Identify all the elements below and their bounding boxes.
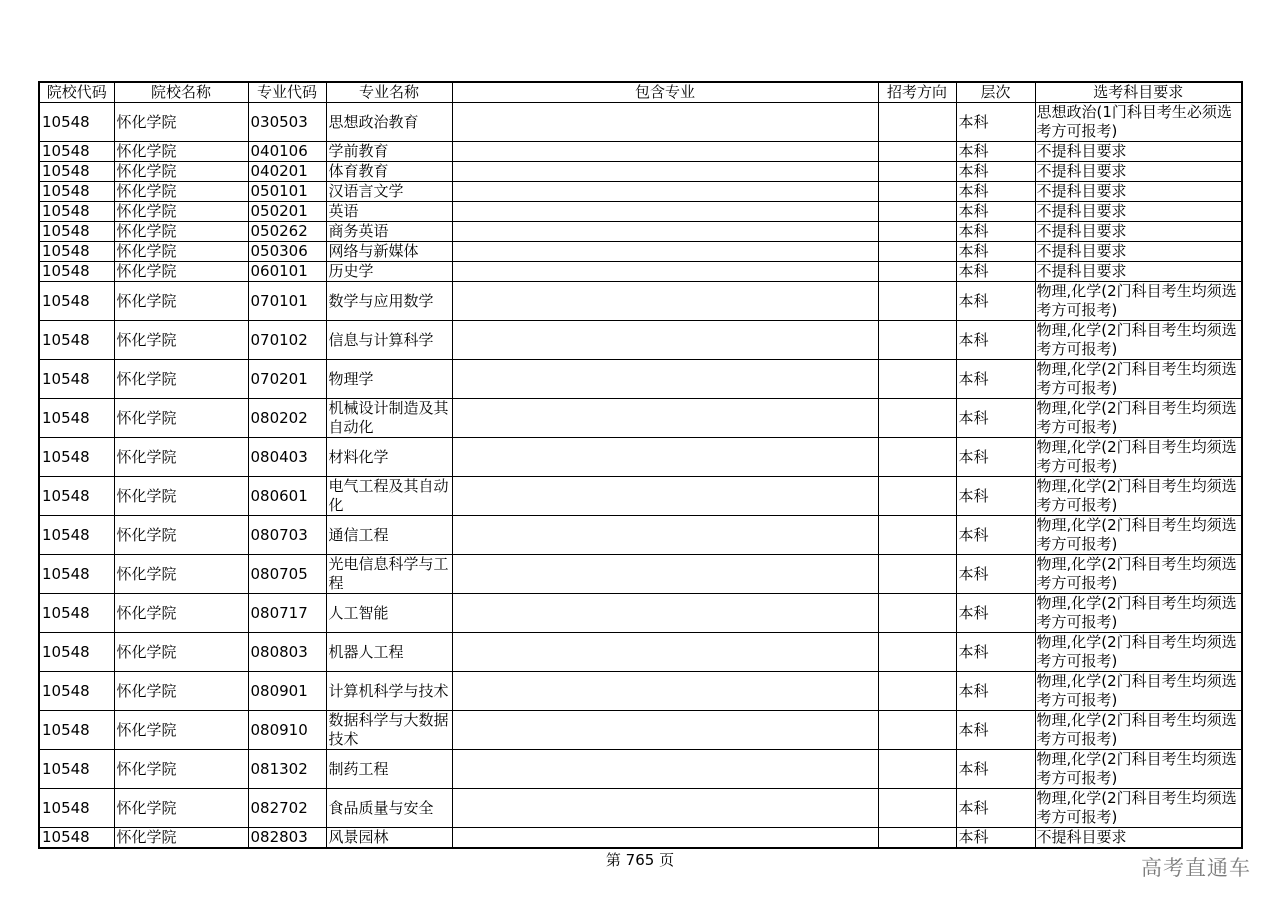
cell-major-code: 082803 <box>248 828 326 849</box>
cell-school-code: 10548 <box>39 360 114 399</box>
cell-level: 本科 <box>956 594 1035 633</box>
cell-included-majors <box>452 672 878 711</box>
cell-school-name: 怀化学院 <box>114 789 248 828</box>
cell-major-code: 080803 <box>248 633 326 672</box>
cell-major-name: 学前教育 <box>326 142 452 162</box>
cell-subject-requirement: 物理,化学(2门科目考生均须选考方可报考) <box>1035 672 1242 711</box>
cell-school-code: 10548 <box>39 202 114 222</box>
table-row <box>39 142 1242 162</box>
table-row <box>39 360 1242 399</box>
cell-subject-requirement: 不提科目要求 <box>1035 182 1242 202</box>
cell-included-majors <box>452 321 878 360</box>
cell-school-name: 怀化学院 <box>114 633 248 672</box>
cell-school-code: 10548 <box>39 516 114 555</box>
cell-level: 本科 <box>956 182 1035 202</box>
cell-school-code: 10548 <box>39 262 114 282</box>
cell-major-code: 070101 <box>248 282 326 321</box>
cell-level: 本科 <box>956 555 1035 594</box>
cell-included-majors <box>452 711 878 750</box>
cell-direction <box>878 516 956 555</box>
cell-included-majors <box>452 516 878 555</box>
header-subject-requirement: 选考科目要求 <box>1035 82 1242 103</box>
cell-major-code: 060101 <box>248 262 326 282</box>
cell-subject-requirement: 物理,化学(2门科目考生均须选考方可报考) <box>1035 399 1242 438</box>
cell-school-code: 10548 <box>39 399 114 438</box>
table-row <box>39 262 1242 282</box>
cell-school-name: 怀化学院 <box>114 282 248 321</box>
cell-school-code: 10548 <box>39 672 114 711</box>
cell-direction <box>878 711 956 750</box>
cell-school-code: 10548 <box>39 282 114 321</box>
cell-school-name: 怀化学院 <box>114 142 248 162</box>
cell-level: 本科 <box>956 262 1035 282</box>
cell-major-code: 080910 <box>248 711 326 750</box>
table-row <box>39 438 1242 477</box>
table-row <box>39 222 1242 242</box>
cell-direction <box>878 399 956 438</box>
cell-direction <box>878 202 956 222</box>
cell-level: 本科 <box>956 750 1035 789</box>
cell-major-code: 080705 <box>248 555 326 594</box>
cell-included-majors <box>452 162 878 182</box>
cell-major-name: 物理学 <box>326 360 452 399</box>
cell-major-name: 英语 <box>326 202 452 222</box>
admission-requirements-table <box>38 81 1243 849</box>
header-level: 层次 <box>956 82 1035 103</box>
table-row <box>39 516 1242 555</box>
cell-subject-requirement: 不提科目要求 <box>1035 222 1242 242</box>
cell-subject-requirement: 物理,化学(2门科目考生均须选考方可报考) <box>1035 321 1242 360</box>
table-row <box>39 672 1242 711</box>
cell-level: 本科 <box>956 360 1035 399</box>
header-major-code: 专业代码 <box>248 82 326 103</box>
cell-school-code: 10548 <box>39 828 114 849</box>
cell-subject-requirement: 物理,化学(2门科目考生均须选考方可报考) <box>1035 633 1242 672</box>
cell-direction <box>878 142 956 162</box>
cell-level: 本科 <box>956 711 1035 750</box>
cell-subject-requirement: 物理,化学(2门科目考生均须选考方可报考) <box>1035 477 1242 516</box>
table-row <box>39 711 1242 750</box>
cell-direction <box>878 103 956 142</box>
table-row <box>39 242 1242 262</box>
cell-included-majors <box>452 360 878 399</box>
cell-included-majors <box>452 789 878 828</box>
cell-school-name: 怀化学院 <box>114 711 248 750</box>
table-row <box>39 828 1242 849</box>
cell-included-majors <box>452 202 878 222</box>
cell-major-name: 通信工程 <box>326 516 452 555</box>
cell-subject-requirement: 物理,化学(2门科目考生均须选考方可报考) <box>1035 789 1242 828</box>
table-row <box>39 750 1242 789</box>
cell-school-name: 怀化学院 <box>114 672 248 711</box>
cell-school-name: 怀化学院 <box>114 750 248 789</box>
header-major-name: 专业名称 <box>326 82 452 103</box>
cell-included-majors <box>452 262 878 282</box>
cell-included-majors <box>452 438 878 477</box>
cell-school-code: 10548 <box>39 750 114 789</box>
cell-major-name: 风景园林 <box>326 828 452 849</box>
cell-included-majors <box>452 142 878 162</box>
cell-subject-requirement: 物理,化学(2门科目考生均须选考方可报考) <box>1035 555 1242 594</box>
cell-level: 本科 <box>956 202 1035 222</box>
cell-school-name: 怀化学院 <box>114 555 248 594</box>
cell-major-code: 050201 <box>248 202 326 222</box>
cell-subject-requirement: 不提科目要求 <box>1035 162 1242 182</box>
cell-major-name: 机器人工程 <box>326 633 452 672</box>
table-row <box>39 633 1242 672</box>
cell-level: 本科 <box>956 477 1035 516</box>
table-header-row <box>39 82 1242 103</box>
cell-major-code: 080403 <box>248 438 326 477</box>
cell-school-name: 怀化学院 <box>114 438 248 477</box>
cell-major-code: 080901 <box>248 672 326 711</box>
cell-included-majors <box>452 222 878 242</box>
cell-subject-requirement: 不提科目要求 <box>1035 142 1242 162</box>
cell-included-majors <box>452 182 878 202</box>
cell-direction <box>878 672 956 711</box>
cell-subject-requirement: 不提科目要求 <box>1035 242 1242 262</box>
cell-direction <box>878 222 956 242</box>
cell-major-name: 信息与计算科学 <box>326 321 452 360</box>
cell-major-code: 080202 <box>248 399 326 438</box>
cell-school-name: 怀化学院 <box>114 516 248 555</box>
cell-major-name: 材料化学 <box>326 438 452 477</box>
cell-major-name: 数学与应用数学 <box>326 282 452 321</box>
table-row <box>39 103 1242 142</box>
header-school-name: 院校名称 <box>114 82 248 103</box>
cell-major-code: 040106 <box>248 142 326 162</box>
cell-included-majors <box>452 633 878 672</box>
cell-major-name: 电气工程及其自动化 <box>326 477 452 516</box>
cell-level: 本科 <box>956 789 1035 828</box>
cell-subject-requirement: 思想政治(1门科目考生必须选考方可报考) <box>1035 103 1242 142</box>
cell-included-majors <box>452 103 878 142</box>
cell-subject-requirement: 物理,化学(2门科目考生均须选考方可报考) <box>1035 438 1242 477</box>
cell-included-majors <box>452 750 878 789</box>
cell-level: 本科 <box>956 438 1035 477</box>
cell-subject-requirement: 不提科目要求 <box>1035 262 1242 282</box>
cell-school-name: 怀化学院 <box>114 103 248 142</box>
cell-major-name: 食品质量与安全 <box>326 789 452 828</box>
cell-major-name: 商务英语 <box>326 222 452 242</box>
cell-included-majors <box>452 282 878 321</box>
cell-level: 本科 <box>956 516 1035 555</box>
cell-school-code: 10548 <box>39 321 114 360</box>
cell-direction <box>878 162 956 182</box>
cell-major-name: 数据科学与大数据技术 <box>326 711 452 750</box>
cell-included-majors <box>452 828 878 849</box>
cell-school-code: 10548 <box>39 594 114 633</box>
cell-major-code: 040201 <box>248 162 326 182</box>
cell-subject-requirement: 物理,化学(2门科目考生均须选考方可报考) <box>1035 750 1242 789</box>
cell-included-majors <box>452 242 878 262</box>
table-row <box>39 282 1242 321</box>
cell-direction <box>878 282 956 321</box>
cell-direction <box>878 789 956 828</box>
cell-level: 本科 <box>956 633 1035 672</box>
cell-major-code: 080717 <box>248 594 326 633</box>
cell-school-name: 怀化学院 <box>114 222 248 242</box>
cell-major-code: 050306 <box>248 242 326 262</box>
cell-school-name: 怀化学院 <box>114 162 248 182</box>
cell-major-code: 050262 <box>248 222 326 242</box>
cell-subject-requirement: 物理,化学(2门科目考生均须选考方可报考) <box>1035 360 1242 399</box>
cell-direction <box>878 633 956 672</box>
cell-school-name: 怀化学院 <box>114 202 248 222</box>
cell-school-code: 10548 <box>39 242 114 262</box>
cell-major-code: 082702 <box>248 789 326 828</box>
cell-level: 本科 <box>956 162 1035 182</box>
cell-major-code: 030503 <box>248 103 326 142</box>
cell-school-code: 10548 <box>39 222 114 242</box>
cell-major-name: 体育教育 <box>326 162 452 182</box>
cell-major-name: 人工智能 <box>326 594 452 633</box>
header-included-majors: 包含专业 <box>452 82 878 103</box>
cell-level: 本科 <box>956 103 1035 142</box>
cell-included-majors <box>452 555 878 594</box>
watermark: 高考直通车 <box>1141 856 1251 880</box>
cell-level: 本科 <box>956 222 1035 242</box>
cell-major-name: 光电信息科学与工程 <box>326 555 452 594</box>
cell-major-name: 计算机科学与技术 <box>326 672 452 711</box>
table-row <box>39 594 1242 633</box>
cell-school-code: 10548 <box>39 789 114 828</box>
cell-school-name: 怀化学院 <box>114 262 248 282</box>
cell-direction <box>878 182 956 202</box>
cell-school-code: 10548 <box>39 477 114 516</box>
cell-direction <box>878 828 956 849</box>
cell-major-code: 081302 <box>248 750 326 789</box>
cell-school-code: 10548 <box>39 633 114 672</box>
cell-major-code: 070102 <box>248 321 326 360</box>
cell-school-code: 10548 <box>39 711 114 750</box>
table-row <box>39 555 1242 594</box>
header-direction: 招考方向 <box>878 82 956 103</box>
table-row <box>39 162 1242 182</box>
header-school-code: 院校代码 <box>39 82 114 103</box>
page-number: 第 765 页 <box>605 851 675 869</box>
table-row <box>39 399 1242 438</box>
cell-school-name: 怀化学院 <box>114 182 248 202</box>
cell-subject-requirement: 物理,化学(2门科目考生均须选考方可报考) <box>1035 711 1242 750</box>
cell-school-name: 怀化学院 <box>114 321 248 360</box>
cell-major-name: 历史学 <box>326 262 452 282</box>
cell-direction <box>878 242 956 262</box>
cell-school-name: 怀化学院 <box>114 477 248 516</box>
cell-major-name: 机械设计制造及其自动化 <box>326 399 452 438</box>
cell-school-name: 怀化学院 <box>114 828 248 849</box>
cell-level: 本科 <box>956 672 1035 711</box>
cell-school-code: 10548 <box>39 162 114 182</box>
table-row <box>39 182 1242 202</box>
cell-level: 本科 <box>956 399 1035 438</box>
cell-school-code: 10548 <box>39 142 114 162</box>
cell-subject-requirement: 不提科目要求 <box>1035 828 1242 849</box>
cell-subject-requirement: 不提科目要求 <box>1035 202 1242 222</box>
cell-level: 本科 <box>956 321 1035 360</box>
cell-direction <box>878 750 956 789</box>
cell-school-name: 怀化学院 <box>114 360 248 399</box>
cell-direction <box>878 438 956 477</box>
cell-subject-requirement: 物理,化学(2门科目考生均须选考方可报考) <box>1035 516 1242 555</box>
cell-direction <box>878 594 956 633</box>
cell-major-name: 网络与新媒体 <box>326 242 452 262</box>
cell-school-code: 10548 <box>39 182 114 202</box>
table-row <box>39 477 1242 516</box>
cell-level: 本科 <box>956 828 1035 849</box>
cell-major-name: 制药工程 <box>326 750 452 789</box>
cell-direction <box>878 477 956 516</box>
cell-included-majors <box>452 477 878 516</box>
cell-direction <box>878 262 956 282</box>
cell-school-code: 10548 <box>39 438 114 477</box>
cell-major-code: 080601 <box>248 477 326 516</box>
cell-level: 本科 <box>956 282 1035 321</box>
cell-major-name: 汉语言文学 <box>326 182 452 202</box>
cell-major-code: 050101 <box>248 182 326 202</box>
cell-direction <box>878 555 956 594</box>
cell-school-code: 10548 <box>39 555 114 594</box>
cell-included-majors <box>452 594 878 633</box>
table-row <box>39 202 1242 222</box>
cell-major-code: 080703 <box>248 516 326 555</box>
table-row <box>39 321 1242 360</box>
table-row <box>39 789 1242 828</box>
cell-major-name: 思想政治教育 <box>326 103 452 142</box>
cell-school-code: 10548 <box>39 103 114 142</box>
cell-school-name: 怀化学院 <box>114 399 248 438</box>
cell-major-code: 070201 <box>248 360 326 399</box>
cell-school-name: 怀化学院 <box>114 594 248 633</box>
cell-direction <box>878 360 956 399</box>
cell-level: 本科 <box>956 142 1035 162</box>
cell-subject-requirement: 物理,化学(2门科目考生均须选考方可报考) <box>1035 282 1242 321</box>
cell-direction <box>878 321 956 360</box>
cell-included-majors <box>452 399 878 438</box>
cell-school-name: 怀化学院 <box>114 242 248 262</box>
cell-subject-requirement: 物理,化学(2门科目考生均须选考方可报考) <box>1035 594 1242 633</box>
cell-level: 本科 <box>956 242 1035 262</box>
